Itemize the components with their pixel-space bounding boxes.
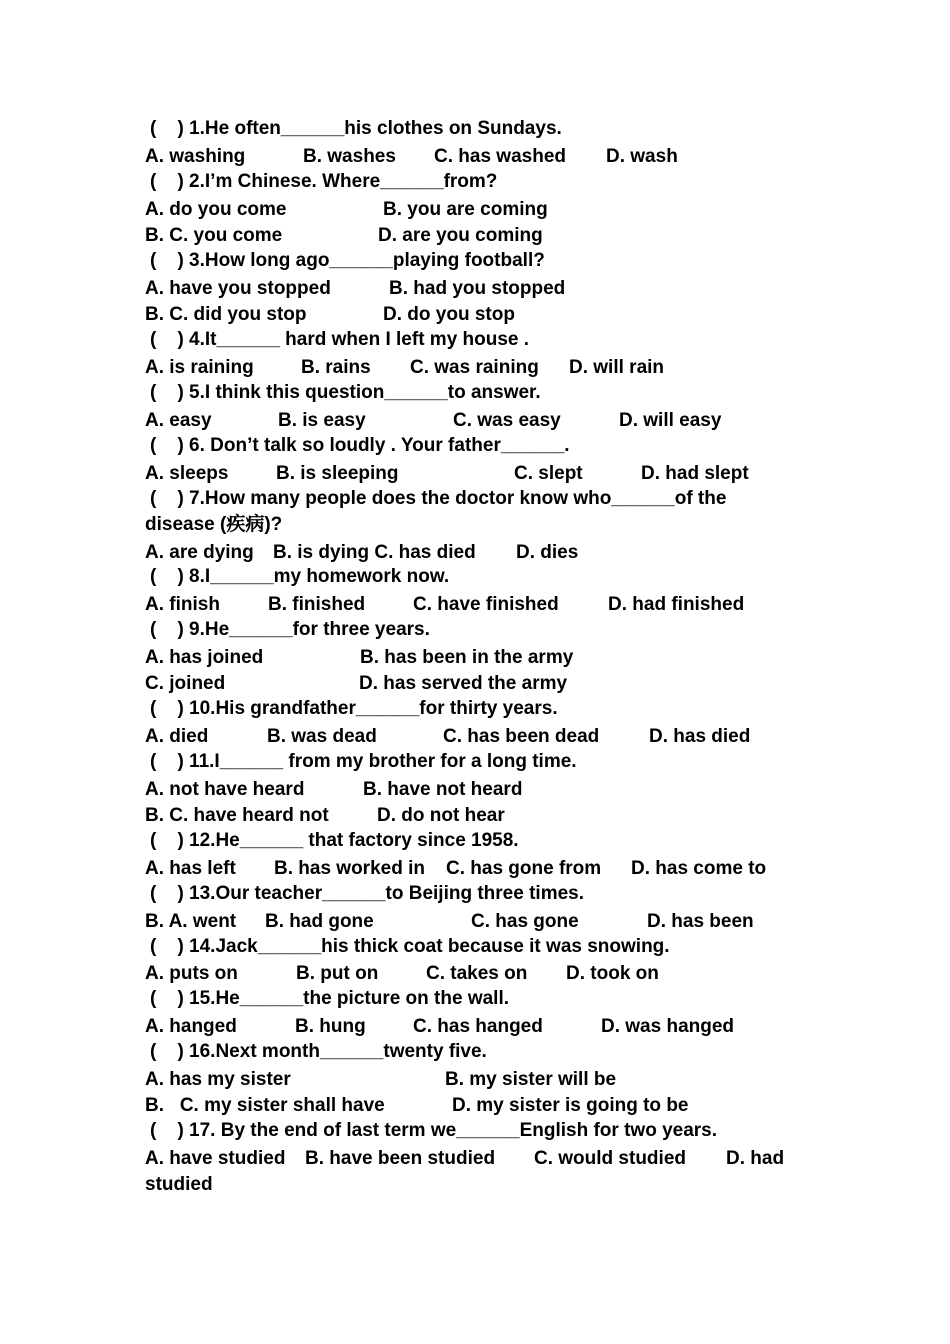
option-q14-1-3: C. takes on: [426, 963, 528, 984]
option-q6-1-1: A. sleeps: [145, 463, 229, 484]
option-q9-2-1: C. joined: [145, 673, 226, 694]
option-q1-1-2: B. washes: [303, 146, 396, 167]
option-q6-1-2: B. is sleeping: [276, 463, 399, 484]
option-q10-1-1: A. died: [145, 726, 209, 747]
option-q5-1-2: B. is easy: [278, 410, 366, 431]
option-q2-2-2: D. are you coming: [378, 225, 543, 246]
option-q8-1-2: B. finished: [268, 594, 366, 615]
option-q3-2-1: B. C. did you stop: [145, 304, 307, 325]
option-q14-1-2: B. put on: [296, 963, 379, 984]
option-q9-1-2: B. has been in the army: [360, 647, 574, 668]
option-q13-1-4: D. has been: [647, 911, 754, 932]
question-stem-7-continued: disease (疾病)?: [145, 514, 283, 535]
option-q16-1-1: A. has my sister: [145, 1069, 291, 1090]
option-q15-1-4: D. was hanged: [601, 1016, 735, 1037]
option-q14-1-1: A. puts on: [145, 963, 238, 984]
option-q15-1-3: C. has hanged: [413, 1016, 543, 1037]
question-stem-7: ( ) 7.How many people does the doctor know who______of the: [150, 488, 727, 509]
question-stem-4: ( ) 4.It______ hard when I left my house .: [150, 329, 530, 350]
option-q11-2-1: B. C. have heard not: [145, 805, 329, 826]
option-q10-1-4: D. has died: [649, 726, 751, 747]
question-stem-1: ( ) 1.He often______his clothes on Sundays.: [150, 118, 562, 139]
option-q4-1-4: D. will rain: [569, 357, 665, 378]
option-q12-1-1: A. has left: [145, 858, 236, 879]
question-stem-16: ( ) 16.Next month______twenty five.: [150, 1041, 487, 1062]
option-q4-1-2: B. rains: [301, 357, 371, 378]
option-q11-1-2: B. have not heard: [363, 779, 523, 800]
option-q17-1-1: A. have studied: [145, 1148, 286, 1169]
option-q15-1-2: B. hung: [295, 1016, 366, 1037]
question-stem-17: ( ) 17. By the end of last term we______English for two years.: [150, 1120, 718, 1141]
option-q5-1-3: C. was easy: [453, 410, 561, 431]
question-stem-12: ( ) 12.He______ that factory since 1958.: [150, 830, 519, 851]
question-stem-8: ( ) 8.I______my homework now.: [150, 566, 450, 587]
option-q11-2-2: D. do not hear: [377, 805, 505, 826]
option-q2-1-1: A. do you come: [145, 199, 287, 220]
option-q14-1-4: D. took on: [566, 963, 659, 984]
option-q9-1-1: A. has joined: [145, 647, 264, 668]
option-q4-1-3: C. was raining: [410, 357, 539, 378]
option-q7-1-3: D. dies: [516, 542, 579, 563]
option-q12-1-4: D. has come to: [631, 858, 767, 879]
question-stem-2: ( ) 2.I’m Chinese. Where______from?: [150, 171, 498, 192]
option-q13-1-1: B. A. went: [145, 911, 237, 932]
option-q1-1-4: D. wash: [606, 146, 678, 167]
option-q1-1-1: A. washing: [145, 146, 246, 167]
option-q10-1-2: B. was dead: [267, 726, 377, 747]
option-q6-1-3: C. slept: [514, 463, 583, 484]
option-q13-1-2: B. had gone: [265, 911, 374, 932]
question-stem-11: ( ) 11.I______ from my brother for a long time.: [150, 751, 577, 772]
question-stem-9: ( ) 9.He______for three years.: [150, 619, 430, 640]
option-q17-1-4: D. had: [726, 1148, 785, 1169]
option-q9-2-2: D. has served the army: [359, 673, 568, 694]
option-q7-1-2: B. is dying C. has died: [273, 542, 476, 563]
option-q16-2-2: D. my sister is going to be: [452, 1095, 689, 1116]
option-q5-1-1: A. easy: [145, 410, 212, 431]
option-q17-continued: studied: [145, 1174, 213, 1195]
question-stem-3: ( ) 3.How long ago______playing football?: [150, 250, 545, 271]
option-q5-1-4: D. will easy: [619, 410, 722, 431]
option-q16-1-2: B. my sister will be: [445, 1069, 617, 1090]
question-stem-14: ( ) 14.Jack______his thick coat because it was snowing.: [150, 936, 670, 957]
option-q12-1-3: C. has gone from: [446, 858, 602, 879]
option-q4-1-1: A. is raining: [145, 357, 254, 378]
option-q11-1-1: A. not have heard: [145, 779, 305, 800]
option-q8-1-1: A. finish: [145, 594, 220, 615]
question-stem-6: ( ) 6. Don’t talk so loudly . Your father______.: [150, 435, 570, 456]
option-q17-1-2: B. have been studied: [305, 1148, 496, 1169]
question-stem-13: ( ) 13.Our teacher______to Beijing three times.: [150, 883, 584, 904]
option-q2-1-2: B. you are coming: [383, 199, 548, 220]
option-q16-2-1: B. C. my sister shall have: [145, 1095, 385, 1116]
option-q3-1-2: B. had you stopped: [389, 278, 566, 299]
option-q8-1-4: D. had finished: [608, 594, 745, 615]
option-q7-1-1: A. are dying: [145, 542, 254, 563]
option-q6-1-4: D. had slept: [641, 463, 749, 484]
question-stem-10: ( ) 10.His grandfather______for thirty years.: [150, 698, 558, 719]
option-q15-1-1: A. hanged: [145, 1016, 237, 1037]
option-q10-1-3: C. has been dead: [443, 726, 600, 747]
option-q2-2-1: B. C. you come: [145, 225, 283, 246]
question-stem-15: ( ) 15.He______the picture on the wall.: [150, 988, 510, 1009]
option-q1-1-3: C. has washed: [434, 146, 566, 167]
option-q13-1-3: C. has gone: [471, 911, 579, 932]
question-stem-5: ( ) 5.I think this question______to answer.: [150, 382, 541, 403]
option-q3-2-2: D. do you stop: [383, 304, 515, 325]
option-q12-1-2: B. has worked in: [274, 858, 425, 879]
option-q3-1-1: A. have you stopped: [145, 278, 331, 299]
option-q8-1-3: C. have finished: [413, 594, 559, 615]
option-q17-1-3: C. would studied: [534, 1148, 686, 1169]
